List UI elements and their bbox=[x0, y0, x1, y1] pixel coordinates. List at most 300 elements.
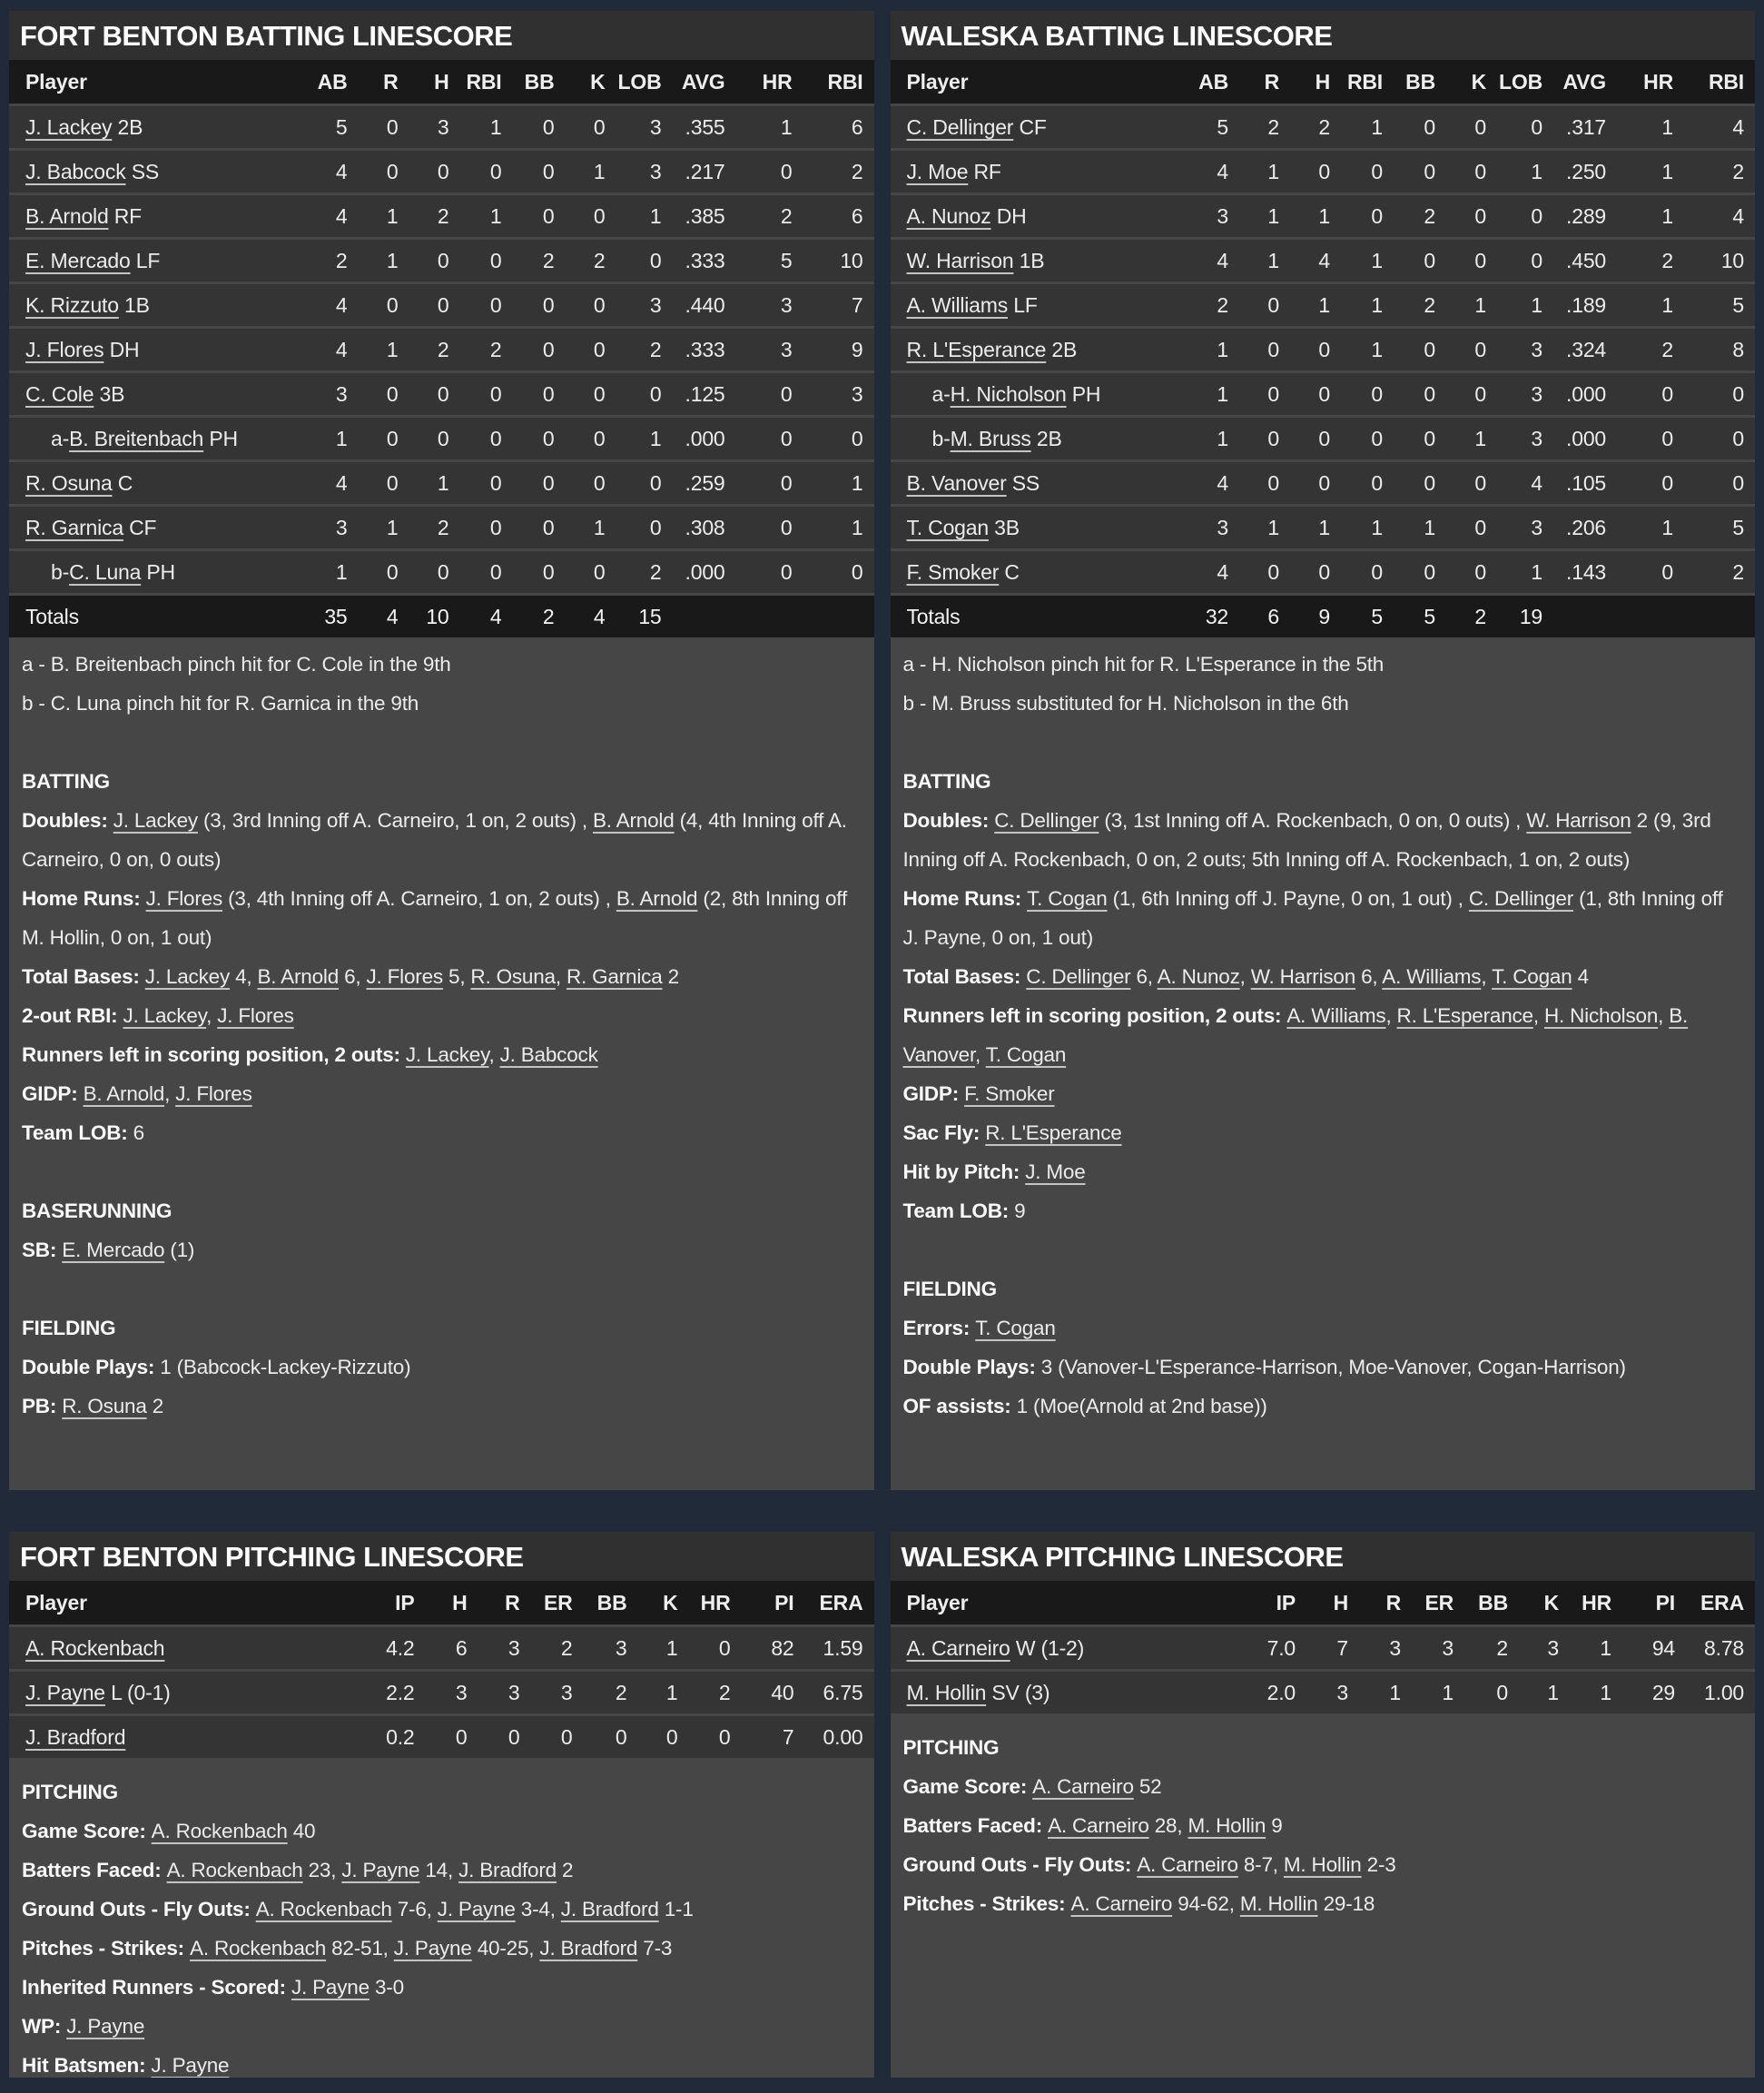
player-link[interactable]: C. Cole bbox=[25, 381, 94, 406]
player-link[interactable]: R. Osuna bbox=[25, 470, 113, 495]
stat-cell: 3 bbox=[736, 283, 803, 328]
stat-cell: 2 bbox=[409, 194, 460, 239]
substitution-prefix: a- bbox=[931, 381, 951, 406]
player-link[interactable]: J. Bradford bbox=[25, 1724, 126, 1749]
player-link[interactable]: A. Williams bbox=[1286, 1004, 1386, 1027]
stat-cell: 10 bbox=[803, 239, 874, 283]
note-label: GIDP: bbox=[22, 1082, 84, 1105]
note-text: , bbox=[1385, 1004, 1397, 1027]
stat-cell: 1 bbox=[1188, 372, 1239, 417]
stat-cell: 4 bbox=[1684, 105, 1755, 150]
stat-cell: 0 bbox=[1394, 105, 1446, 150]
column-header: BB bbox=[513, 60, 566, 105]
player-position: 2B bbox=[1046, 337, 1078, 361]
stat-cell: 0 bbox=[409, 550, 460, 595]
stat-cell: 0 bbox=[460, 283, 513, 328]
note-line bbox=[903, 1806, 1743, 1845]
player-link[interactable]: E. Mercado bbox=[25, 248, 131, 272]
stat-cell: 0 bbox=[1617, 461, 1684, 506]
player-link[interactable]: M. Hollin bbox=[1283, 1853, 1362, 1876]
stat-cell: 0 bbox=[1446, 105, 1497, 150]
stat-cell: 0 bbox=[409, 239, 460, 283]
panel-title: FORT BENTON BATTING LINESCORE bbox=[9, 11, 874, 60]
player-link[interactable]: J. Moe bbox=[1025, 1160, 1086, 1183]
note-line bbox=[22, 1035, 862, 1074]
table-row bbox=[891, 239, 1756, 283]
column-header: K bbox=[1446, 60, 1497, 105]
stat-cell: 0 bbox=[409, 150, 460, 194]
table-row bbox=[891, 461, 1756, 506]
table-row bbox=[9, 461, 874, 506]
stat-cell: 0 bbox=[409, 417, 460, 461]
note-label: Pitches - Strikes: bbox=[22, 1937, 191, 1960]
player-link[interactable]: R. Osuna bbox=[62, 1395, 147, 1417]
player-link[interactable]: B. Vanover bbox=[902, 1004, 1689, 1066]
player-cell bbox=[9, 417, 308, 461]
stat-cell: 1 bbox=[1341, 105, 1394, 150]
player-position: 1B bbox=[1013, 248, 1045, 272]
player-link[interactable]: J. Lackey bbox=[25, 114, 113, 139]
stat-cell: 4 bbox=[1188, 150, 1239, 194]
stat-cell: 3 bbox=[308, 372, 359, 417]
stat-cell: 0 bbox=[359, 150, 409, 194]
stat-cell: 3 bbox=[1497, 372, 1553, 417]
stat-cell: 3 bbox=[584, 1626, 638, 1671]
note-text: (3, 1st Inning off A. Rockenbach, 0 on, 0 outs) , bbox=[1099, 809, 1527, 832]
stat-cell: 0 bbox=[736, 372, 803, 417]
totals-row bbox=[9, 595, 874, 638]
player-link[interactable]: J. Bradford bbox=[539, 1937, 638, 1960]
note-text: 5, bbox=[442, 965, 471, 988]
stat-cell: 0 bbox=[1290, 372, 1341, 417]
player-cell bbox=[891, 372, 1189, 417]
stat-cell: 1 bbox=[1290, 283, 1341, 328]
player-link[interactable]: M. Hollin bbox=[906, 1680, 987, 1704]
stat-cell: 0 bbox=[1394, 372, 1446, 417]
stat-cell: 0 bbox=[1446, 372, 1497, 417]
table-row bbox=[9, 506, 874, 550]
stat-cell: 1 bbox=[460, 105, 513, 150]
stat-cell: 0 bbox=[1684, 417, 1755, 461]
stat-cell: 0 bbox=[1290, 150, 1341, 194]
substitution-note: b - M. Bruss substituted for H. Nicholson in the 6th bbox=[902, 692, 1349, 715]
notes-area bbox=[9, 1758, 874, 2078]
column-header: Player bbox=[891, 1581, 1249, 1626]
stat-cell: .333 bbox=[673, 239, 736, 283]
player-cell bbox=[9, 194, 308, 239]
batting-stats-table bbox=[9, 60, 874, 637]
player-link[interactable]: W. Harrison bbox=[1526, 809, 1631, 832]
player-position: PH bbox=[203, 426, 238, 450]
stat-cell: 1 bbox=[1446, 417, 1497, 461]
table-row bbox=[891, 283, 1756, 328]
player-link[interactable]: K. Rizzuto bbox=[25, 292, 119, 317]
stat-cell: .317 bbox=[1553, 105, 1617, 150]
player-link[interactable]: H. Nicholson bbox=[950, 381, 1067, 406]
player-link[interactable]: J. Flores bbox=[366, 965, 443, 988]
stat-cell: 1 bbox=[1188, 328, 1239, 372]
player-link[interactable]: J. Lackey bbox=[144, 965, 231, 988]
player-link[interactable]: J. Lackey bbox=[405, 1043, 489, 1066]
player-link[interactable]: C. Dellinger bbox=[1026, 965, 1131, 988]
note-line bbox=[903, 1387, 1743, 1426]
player-link[interactable]: J. Payne bbox=[393, 1937, 472, 1960]
note-text: 8-7, bbox=[1237, 1853, 1284, 1876]
player-link[interactable]: T. Cogan bbox=[1492, 965, 1572, 988]
note-label: SB: bbox=[22, 1239, 63, 1261]
stat-cell: .000 bbox=[673, 550, 736, 595]
player-position: RF bbox=[108, 203, 142, 228]
player-link[interactable]: R. L'Esperance bbox=[906, 337, 1047, 361]
player-link[interactable]: A. Williams bbox=[1382, 965, 1482, 988]
player-link[interactable]: A. Nunoz bbox=[906, 203, 991, 228]
note-text: , bbox=[164, 1082, 176, 1105]
player-link[interactable]: A. Carneiro bbox=[1070, 1892, 1173, 1915]
player-cell bbox=[9, 239, 308, 283]
player-link[interactable]: F. Smoker bbox=[906, 559, 1000, 584]
stat-cell: 7 bbox=[803, 283, 874, 328]
stat-cell: 2 bbox=[1684, 550, 1755, 595]
stat-cell: 1 bbox=[1239, 239, 1290, 283]
note-text: , bbox=[488, 1043, 500, 1066]
stat-cell: 5 bbox=[308, 105, 359, 150]
stat-cell: 2 bbox=[566, 239, 616, 283]
player-link[interactable]: B. Vanover bbox=[906, 470, 1007, 495]
column-header: LOB bbox=[616, 60, 673, 105]
stat-cell: 0 bbox=[1684, 461, 1755, 506]
player-position: SS bbox=[125, 159, 159, 183]
table-row bbox=[891, 150, 1756, 194]
stat-cell: 3 bbox=[478, 1671, 531, 1715]
note-text: (4, 4th Inning off A. Carneiro, 0 on, 0 outs) bbox=[22, 809, 847, 871]
column-header: H bbox=[409, 60, 460, 105]
substitution-note: b - C. Luna pinch hit for R. Garnica in the 9th bbox=[22, 692, 419, 715]
player-link[interactable]: J. Bradford bbox=[560, 1898, 659, 1920]
stat-cell: 0 bbox=[1464, 1671, 1519, 1714]
stat-cell: 3 bbox=[308, 506, 359, 550]
note-label: Inherited Runners - Scored: bbox=[22, 1976, 291, 1999]
stat-cell: 94 bbox=[1622, 1626, 1686, 1671]
stat-cell: 5 bbox=[1684, 283, 1755, 328]
notes-area bbox=[891, 1713, 1756, 1923]
player-link[interactable]: A. Rockenbach bbox=[25, 1635, 165, 1660]
note-label: Sac Fly: bbox=[902, 1121, 986, 1144]
stat-cell: 1 bbox=[1341, 506, 1394, 550]
stat-cell: 0.00 bbox=[805, 1715, 874, 1759]
stat-cell: 3 bbox=[1497, 328, 1553, 372]
table-row bbox=[891, 1626, 1756, 1671]
total-cell bbox=[1684, 595, 1755, 638]
note-line bbox=[903, 1884, 1743, 1923]
stat-cell: 2 bbox=[409, 506, 460, 550]
table-row bbox=[891, 506, 1756, 550]
total-cell bbox=[736, 595, 803, 638]
player-link[interactable]: B. Arnold bbox=[83, 1082, 165, 1105]
column-header: R bbox=[1239, 60, 1290, 105]
stat-cell: 0 bbox=[1446, 328, 1497, 372]
stat-cell: 0 bbox=[460, 239, 513, 283]
stat-cell: .259 bbox=[673, 461, 736, 506]
note-text: (1, 6th Inning off J. Payne, 0 on, 1 out) , bbox=[1107, 887, 1469, 910]
player-link[interactable]: A. Rockenbach bbox=[151, 1820, 288, 1842]
note-line bbox=[22, 1113, 862, 1152]
player-link[interactable]: J. Payne bbox=[66, 2015, 145, 2038]
note-text: , bbox=[1239, 965, 1251, 988]
note-line bbox=[22, 957, 862, 996]
stat-cell: 1 bbox=[1290, 506, 1341, 550]
note-line bbox=[903, 957, 1743, 996]
stat-cell: .355 bbox=[673, 105, 736, 150]
stat-cell: 0 bbox=[1497, 194, 1553, 239]
player-link[interactable]: J. Payne bbox=[25, 1680, 105, 1704]
column-header: K bbox=[566, 60, 616, 105]
total-cell: 9 bbox=[1290, 595, 1341, 638]
player-link[interactable]: B. Arnold bbox=[593, 809, 675, 832]
player-link[interactable]: J. Flores bbox=[217, 1004, 294, 1027]
stat-cell: .206 bbox=[1553, 506, 1617, 550]
stat-cell: 1 bbox=[1341, 328, 1394, 372]
note-line bbox=[22, 2046, 862, 2078]
panel-title: WALESKA BATTING LINESCORE bbox=[891, 11, 1756, 60]
substitution-prefix: b- bbox=[51, 559, 70, 584]
player-cell bbox=[9, 1671, 368, 1715]
note-label: Errors: bbox=[902, 1317, 976, 1339]
table-row bbox=[9, 194, 874, 239]
stat-cell: 0 bbox=[1239, 283, 1290, 328]
player-link[interactable]: B. Breitenbach bbox=[69, 426, 204, 450]
column-header: ER bbox=[531, 1581, 584, 1626]
player-position: C bbox=[112, 470, 133, 495]
table-row bbox=[9, 1715, 874, 1759]
stat-cell: 1 bbox=[460, 194, 513, 239]
column-header: HR bbox=[1617, 60, 1684, 105]
stat-cell: 0 bbox=[566, 461, 616, 506]
stat-cell: 4 bbox=[1188, 461, 1239, 506]
note-label: Total Bases: bbox=[902, 965, 1027, 988]
table-row bbox=[891, 550, 1756, 595]
player-link[interactable]: J. Babcock bbox=[25, 159, 126, 183]
player-link[interactable]: M. Hollin bbox=[1239, 1892, 1318, 1915]
stat-cell: 0 bbox=[616, 239, 673, 283]
waleska-batting-panel bbox=[891, 11, 1756, 1490]
player-position: W (1-2) bbox=[1010, 1635, 1085, 1660]
player-link[interactable]: E. Mercado bbox=[62, 1239, 165, 1261]
column-header: AVG bbox=[1553, 60, 1617, 105]
stat-cell: 0 bbox=[1497, 105, 1553, 150]
stat-cell: 0 bbox=[1617, 372, 1684, 417]
note-label: Runners left in scoring position, 2 outs: bbox=[22, 1043, 406, 1066]
player-link[interactable]: H. Nicholson bbox=[1543, 1004, 1659, 1027]
stat-cell: 1 bbox=[1239, 194, 1290, 239]
stat-cell: 0 bbox=[359, 461, 409, 506]
player-link[interactable]: R. L'Esperance bbox=[1396, 1004, 1533, 1027]
player-link[interactable]: J. Babcock bbox=[499, 1043, 598, 1066]
note-text: (1) bbox=[164, 1239, 195, 1261]
total-cell: 4 bbox=[566, 595, 616, 638]
note-text: 40-25, bbox=[471, 1937, 540, 1960]
stat-cell: 0 bbox=[566, 194, 616, 239]
stat-cell: 0 bbox=[1341, 550, 1394, 595]
stat-cell: 3 bbox=[1306, 1671, 1359, 1714]
player-position: PH bbox=[1066, 381, 1101, 406]
player-link[interactable]: J. Payne bbox=[151, 2054, 230, 2077]
notes-area bbox=[9, 637, 874, 1426]
stat-cell: 0 bbox=[359, 550, 409, 595]
player-link[interactable]: J. Flores bbox=[175, 1082, 252, 1105]
stat-cell: 2 bbox=[616, 550, 673, 595]
player-cell bbox=[9, 150, 308, 194]
player-link[interactable]: T. Cogan bbox=[1027, 887, 1108, 910]
stat-cell: 0 bbox=[513, 328, 566, 372]
note-text: 2 bbox=[146, 1395, 164, 1417]
player-link[interactable]: A. Williams bbox=[906, 292, 1009, 317]
player-link[interactable]: J. Bradford bbox=[458, 1859, 557, 1881]
stat-cell: 1 bbox=[359, 239, 409, 283]
player-link[interactable]: M. Bruss bbox=[950, 426, 1031, 450]
player-link[interactable]: J. Lackey bbox=[113, 809, 198, 832]
player-cell bbox=[891, 550, 1189, 595]
table-header-row bbox=[891, 60, 1756, 105]
player-link[interactable]: R. L'Esperance bbox=[985, 1121, 1122, 1144]
player-link[interactable]: C. Dellinger bbox=[994, 809, 1099, 832]
player-link[interactable]: R. Garnica bbox=[25, 515, 123, 539]
stat-cell: 4 bbox=[308, 150, 359, 194]
stat-cell: 3 bbox=[478, 1626, 531, 1671]
player-link[interactable]: B. Arnold bbox=[25, 203, 109, 228]
player-link[interactable]: J. Payne bbox=[341, 1859, 420, 1881]
player-link[interactable]: A. Rockenbach bbox=[255, 1898, 392, 1920]
note-label: Team LOB: bbox=[22, 1121, 133, 1144]
player-link[interactable]: A. Rockenbach bbox=[166, 1859, 303, 1881]
note-text: (2, 8th Inning off M. Hollin, 0 on, 1 out) bbox=[22, 887, 847, 949]
column-header: RBI bbox=[1684, 60, 1755, 105]
note-text: 9 bbox=[1266, 1814, 1283, 1837]
player-position: 2B bbox=[112, 114, 143, 139]
stat-cell: 0 bbox=[1341, 417, 1394, 461]
stat-cell: .250 bbox=[1553, 150, 1617, 194]
stat-cell: .000 bbox=[1553, 372, 1617, 417]
stat-cell: 2 bbox=[531, 1626, 584, 1671]
player-link[interactable]: W. Harrison bbox=[1250, 965, 1356, 988]
stat-cell: 1 bbox=[359, 506, 409, 550]
note-label: Batters Faced: bbox=[22, 1859, 167, 1881]
player-cell bbox=[891, 417, 1189, 461]
note-label: 2-out RBI: bbox=[22, 1004, 123, 1027]
substitution-note: a - H. Nicholson pinch hit for R. L'Esperance in the 5th bbox=[902, 653, 1385, 676]
stat-cell: 1 bbox=[803, 461, 874, 506]
stat-cell: 0 bbox=[689, 1626, 742, 1671]
player-link[interactable]: J. Lackey bbox=[123, 1004, 207, 1027]
note-line bbox=[22, 996, 862, 1035]
column-header: Player bbox=[891, 60, 1189, 105]
note-line bbox=[22, 1812, 862, 1851]
stat-cell: 1 bbox=[616, 194, 673, 239]
substitution-note: a - B. Breitenbach pinch hit for C. Cole in the 9th bbox=[22, 653, 451, 676]
player-link[interactable]: B. Arnold bbox=[257, 965, 340, 988]
section-heading: PITCHING bbox=[902, 1736, 1000, 1759]
player-cell bbox=[891, 461, 1189, 506]
stat-cell: 2 bbox=[616, 328, 673, 372]
player-link[interactable]: C. Dellinger bbox=[1468, 887, 1574, 910]
stat-cell: 0 bbox=[566, 372, 616, 417]
note-line bbox=[22, 1387, 862, 1426]
player-link[interactable]: A. Carneiro bbox=[1032, 1775, 1134, 1798]
note-line bbox=[903, 1113, 1743, 1152]
note-text: 29-18 bbox=[1317, 1892, 1375, 1915]
stat-cell: 0 bbox=[513, 105, 566, 150]
column-header: R bbox=[478, 1581, 531, 1626]
player-link[interactable]: R. Garnica bbox=[566, 965, 663, 988]
stat-cell: 2 bbox=[1239, 105, 1290, 150]
player-link[interactable]: J. Payne bbox=[291, 1976, 370, 1999]
player-link[interactable]: T. Cogan bbox=[985, 1043, 1067, 1066]
player-link[interactable]: C. Dellinger bbox=[906, 114, 1014, 139]
player-link[interactable]: J. Flores bbox=[145, 887, 223, 910]
player-link[interactable]: J. Flores bbox=[25, 337, 104, 361]
player-link[interactable]: C. Luna bbox=[69, 559, 142, 584]
player-link[interactable]: M. Hollin bbox=[1187, 1814, 1266, 1837]
player-link[interactable]: W. Harrison bbox=[906, 248, 1014, 272]
table-row bbox=[9, 372, 874, 417]
player-link[interactable]: A. Rockenbach bbox=[190, 1937, 327, 1960]
column-header: H bbox=[426, 1581, 478, 1626]
note-text: 6, bbox=[1355, 965, 1383, 988]
player-link[interactable]: A. Carneiro bbox=[1137, 1853, 1238, 1876]
table-row bbox=[891, 372, 1756, 417]
note-label: WP: bbox=[22, 2015, 67, 2038]
column-header: Player bbox=[9, 60, 308, 105]
stat-cell: 6 bbox=[426, 1626, 478, 1671]
stat-cell: 1 bbox=[1394, 506, 1446, 550]
player-link[interactable]: A. Carneiro bbox=[906, 1635, 1010, 1660]
column-header: ERA bbox=[805, 1581, 874, 1626]
player-link[interactable]: T. Cogan bbox=[906, 515, 989, 539]
player-link[interactable]: A. Carneiro bbox=[1048, 1814, 1149, 1837]
player-link[interactable]: J. Moe bbox=[906, 159, 969, 183]
stat-cell: 1 bbox=[1359, 1671, 1412, 1714]
stat-cell: 0 bbox=[531, 1715, 584, 1759]
player-link[interactable]: A. Nunoz bbox=[1157, 965, 1240, 988]
note-line bbox=[903, 1308, 1743, 1348]
player-position: PH bbox=[141, 559, 175, 584]
stat-cell: 2 bbox=[1290, 105, 1341, 150]
player-position: C bbox=[999, 559, 1020, 584]
player-link[interactable]: J. Payne bbox=[437, 1898, 516, 1920]
player-cell bbox=[9, 506, 308, 550]
section-heading: FIELDING bbox=[902, 1278, 997, 1300]
note-label: Doubles: bbox=[902, 809, 995, 832]
stat-cell: 1 bbox=[1497, 150, 1553, 194]
stat-cell: 0 bbox=[460, 150, 513, 194]
player-link[interactable]: T. Cogan bbox=[975, 1317, 1056, 1339]
stat-cell: 0 bbox=[1239, 550, 1290, 595]
pitching-stats-table bbox=[891, 1581, 1756, 1713]
total-cell: 2 bbox=[1446, 595, 1497, 638]
stat-cell: 0 bbox=[616, 461, 673, 506]
stat-cell: 0 bbox=[1394, 550, 1446, 595]
stat-cell: 0 bbox=[1290, 550, 1341, 595]
note-label: Double Plays: bbox=[902, 1356, 1041, 1378]
table-row bbox=[891, 105, 1756, 150]
player-link[interactable]: R. Osuna bbox=[470, 965, 556, 988]
player-link[interactable]: F. Smoker bbox=[964, 1082, 1055, 1105]
stat-cell: .189 bbox=[1553, 283, 1617, 328]
stat-cell: 1 bbox=[308, 550, 359, 595]
note-label: Pitches - Strikes: bbox=[902, 1892, 1071, 1915]
table-row bbox=[9, 105, 874, 150]
stat-cell: 0 bbox=[513, 150, 566, 194]
player-link[interactable]: B. Arnold bbox=[616, 887, 698, 910]
